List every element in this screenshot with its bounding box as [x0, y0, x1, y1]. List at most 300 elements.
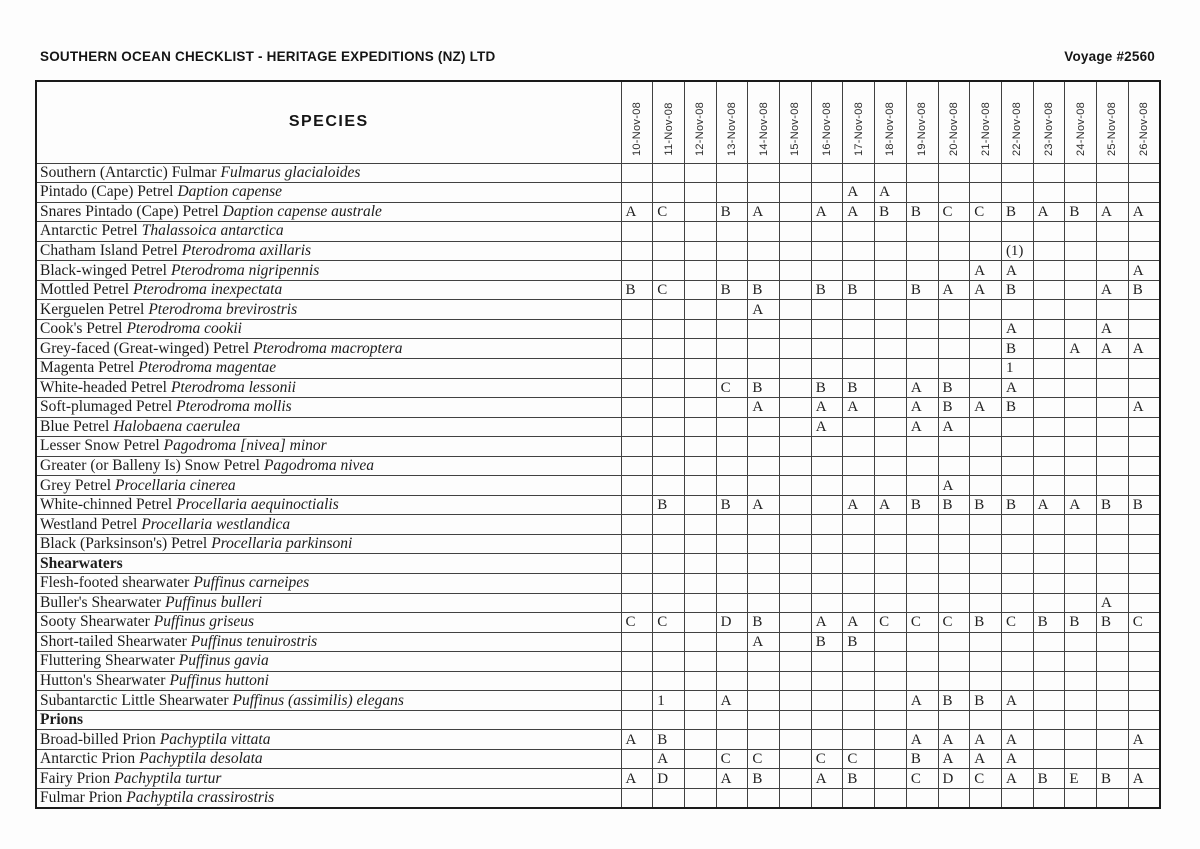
- observation-cell: [843, 573, 875, 593]
- observation-cell: [938, 183, 970, 203]
- observation-cell: B: [1128, 495, 1160, 515]
- species-row: [36, 241, 1160, 261]
- observation-cell: [780, 261, 812, 281]
- observation-cell: [938, 261, 970, 281]
- observation-cell: [1065, 534, 1097, 554]
- observation-cell: [653, 515, 685, 535]
- observation-cell: [1065, 652, 1097, 672]
- observation-cell: [1001, 417, 1033, 437]
- observation-cell: [811, 437, 843, 457]
- observation-cell: [684, 319, 716, 339]
- observation-cell: [621, 241, 653, 261]
- observation-cell: [716, 534, 748, 554]
- observation-cell: [843, 789, 875, 809]
- observation-cell: [1097, 515, 1129, 535]
- observation-cell: C: [843, 749, 875, 769]
- observation-cell: A: [1128, 730, 1160, 750]
- observation-cell: [684, 456, 716, 476]
- date-label: 17-Nov-08: [852, 101, 865, 157]
- species-row: [36, 749, 1160, 769]
- observation-cell: [1033, 593, 1065, 613]
- observation-cell: [811, 671, 843, 691]
- observation-cell: [684, 358, 716, 378]
- observation-cell: [1097, 456, 1129, 476]
- observation-cell: [811, 691, 843, 711]
- observation-cell: B: [843, 632, 875, 652]
- observation-cell: [970, 456, 1002, 476]
- observation-cell: [843, 417, 875, 437]
- observation-cell: [906, 710, 938, 730]
- species-scientific-name: Pterodroma cookii: [126, 320, 242, 338]
- observation-cell: [684, 241, 716, 261]
- observation-cell: [811, 339, 843, 359]
- observation-cell: [938, 593, 970, 613]
- observation-cell: [1128, 652, 1160, 672]
- observation-cell: [875, 593, 907, 613]
- observation-cell: A: [906, 378, 938, 398]
- observation-cell: [716, 222, 748, 242]
- species-name-cell: [36, 398, 621, 418]
- observation-cell: A: [811, 398, 843, 418]
- checklist-table: [35, 80, 1161, 809]
- species-common-name: White-chinned Petrel: [40, 496, 173, 514]
- observation-cell: [1033, 358, 1065, 378]
- observation-cell: [1033, 300, 1065, 320]
- observation-cell: [1097, 730, 1129, 750]
- species-common-name: Magenta Petrel: [40, 359, 135, 377]
- observation-cell: [1097, 554, 1129, 574]
- species-name-cell: [36, 476, 621, 496]
- observation-cell: [938, 358, 970, 378]
- observation-cell: [875, 476, 907, 496]
- species-name-cell: [36, 456, 621, 476]
- observation-cell: [780, 691, 812, 711]
- observation-cell: [1065, 319, 1097, 339]
- observation-cell: [938, 632, 970, 652]
- observation-cell: [843, 437, 875, 457]
- observation-cell: [1001, 163, 1033, 183]
- observation-cell: C: [1001, 613, 1033, 633]
- species-common-name: Fluttering Shearwater: [40, 652, 175, 670]
- observation-cell: [906, 300, 938, 320]
- species-row: [36, 280, 1160, 300]
- observation-cell: [653, 710, 685, 730]
- observation-cell: A: [843, 398, 875, 418]
- observation-cell: A: [1065, 495, 1097, 515]
- observation-cell: [1065, 749, 1097, 769]
- date-label: 22-Nov-08: [1011, 101, 1024, 157]
- species-common-name: Grey Petrel: [40, 476, 112, 494]
- observation-cell: [1001, 632, 1033, 652]
- observation-cell: [748, 417, 780, 437]
- observation-cell: [684, 261, 716, 281]
- observation-cell: [780, 710, 812, 730]
- observation-cell: [621, 378, 653, 398]
- observation-cell: B: [970, 495, 1002, 515]
- observation-cell: [1128, 554, 1160, 574]
- date-label: 23-Nov-08: [1042, 101, 1055, 157]
- observation-cell: [906, 456, 938, 476]
- date-label: 16-Nov-08: [821, 101, 834, 157]
- observation-cell: [653, 163, 685, 183]
- observation-cell: [875, 789, 907, 809]
- observation-cell: [970, 183, 1002, 203]
- species-scientific-name: Pachyptila vittata: [159, 730, 271, 748]
- observation-cell: [1128, 300, 1160, 320]
- observation-cell: [1097, 163, 1129, 183]
- observation-cell: [1033, 163, 1065, 183]
- observation-cell: [1128, 358, 1160, 378]
- observation-cell: [1128, 710, 1160, 730]
- observation-cell: [684, 691, 716, 711]
- observation-cell: A: [716, 691, 748, 711]
- observation-cell: [875, 691, 907, 711]
- observation-cell: [1065, 691, 1097, 711]
- observation-cell: [684, 437, 716, 457]
- observation-cell: [780, 358, 812, 378]
- observation-cell: [843, 652, 875, 672]
- observation-cell: [716, 241, 748, 261]
- observation-cell: [906, 515, 938, 535]
- observation-cell: B: [1097, 495, 1129, 515]
- observation-cell: [906, 261, 938, 281]
- species-row: [36, 319, 1160, 339]
- species-common-name: Subantarctic Little Shearwater: [40, 691, 229, 709]
- observation-cell: [906, 534, 938, 554]
- observation-cell: A: [1065, 339, 1097, 359]
- species-scientific-name: Halobaena caerulea: [113, 417, 241, 435]
- observation-cell: [748, 261, 780, 281]
- observation-cell: [875, 573, 907, 593]
- observation-cell: (1): [1001, 241, 1033, 261]
- species-common-name: Cook's Petrel: [40, 320, 123, 338]
- observation-cell: [1033, 261, 1065, 281]
- observation-cell: [1065, 261, 1097, 281]
- observation-cell: [1033, 280, 1065, 300]
- observation-cell: [653, 593, 685, 613]
- observation-cell: [1097, 437, 1129, 457]
- observation-cell: [970, 163, 1002, 183]
- observation-cell: A: [811, 202, 843, 222]
- species-name-cell: [36, 789, 621, 809]
- species-row: [36, 163, 1160, 183]
- observation-cell: [843, 476, 875, 496]
- observation-cell: [684, 573, 716, 593]
- date-label: 20-Nov-08: [947, 101, 960, 157]
- observation-cell: [621, 652, 653, 672]
- observation-cell: A: [621, 769, 653, 789]
- observation-cell: [716, 710, 748, 730]
- observation-cell: [1097, 378, 1129, 398]
- observation-cell: [1001, 593, 1033, 613]
- observation-cell: [684, 476, 716, 496]
- observation-cell: [843, 534, 875, 554]
- observation-cell: [875, 339, 907, 359]
- observation-cell: [621, 222, 653, 242]
- observation-cell: B: [1001, 398, 1033, 418]
- species-name-cell: [36, 241, 621, 261]
- observation-cell: [1065, 710, 1097, 730]
- observation-cell: [653, 398, 685, 418]
- observation-cell: [1097, 691, 1129, 711]
- species-name-cell: [36, 749, 621, 769]
- observation-cell: [938, 437, 970, 457]
- observation-cell: [621, 319, 653, 339]
- observation-cell: [811, 476, 843, 496]
- observation-cell: [684, 398, 716, 418]
- observation-cell: [780, 437, 812, 457]
- species-common-name: Blue Petrel: [40, 417, 110, 435]
- species-common-name: Fulmar Prion: [40, 789, 123, 807]
- species-row: [36, 573, 1160, 593]
- species-common-name: Lesser Snow Petrel: [40, 437, 160, 455]
- observation-cell: [811, 456, 843, 476]
- observation-cell: [1128, 319, 1160, 339]
- observation-cell: [1097, 749, 1129, 769]
- observation-cell: [1033, 319, 1065, 339]
- observation-cell: A: [1033, 495, 1065, 515]
- observation-cell: [716, 632, 748, 652]
- observation-cell: B: [1065, 202, 1097, 222]
- observation-cell: [1097, 573, 1129, 593]
- observation-cell: [1128, 534, 1160, 554]
- observation-cell: [1001, 710, 1033, 730]
- observation-cell: [716, 515, 748, 535]
- observation-cell: [621, 749, 653, 769]
- species-name-cell: [36, 730, 621, 750]
- observation-cell: [970, 378, 1002, 398]
- observation-cell: [780, 534, 812, 554]
- observation-cell: A: [1001, 769, 1033, 789]
- observation-cell: [970, 789, 1002, 809]
- observation-cell: C: [748, 749, 780, 769]
- observation-cell: [653, 222, 685, 242]
- observation-cell: [970, 437, 1002, 457]
- species-column-header: SPECIES: [36, 81, 621, 163]
- observation-cell: [1128, 691, 1160, 711]
- observation-cell: [780, 222, 812, 242]
- observation-cell: [684, 652, 716, 672]
- observation-cell: [621, 632, 653, 652]
- species-name-cell: [36, 202, 621, 222]
- observation-cell: [780, 319, 812, 339]
- date-column-header: [843, 81, 875, 163]
- observation-cell: [684, 554, 716, 574]
- observation-cell: [1033, 691, 1065, 711]
- observation-cell: A: [938, 749, 970, 769]
- observation-cell: A: [906, 730, 938, 750]
- observation-cell: [1033, 339, 1065, 359]
- observation-cell: B: [843, 280, 875, 300]
- observation-cell: [1128, 183, 1160, 203]
- observation-cell: [748, 358, 780, 378]
- observation-cell: [653, 378, 685, 398]
- species-row: [36, 358, 1160, 378]
- observation-cell: [653, 241, 685, 261]
- observation-cell: [621, 573, 653, 593]
- observation-cell: [1001, 671, 1033, 691]
- species-common-name: Antarctic Petrel: [40, 222, 138, 240]
- observation-cell: B: [875, 202, 907, 222]
- observation-cell: [875, 769, 907, 789]
- observation-cell: A: [1097, 339, 1129, 359]
- observation-cell: A: [621, 730, 653, 750]
- observation-cell: [1001, 300, 1033, 320]
- species-common-name: Buller's Shearwater: [40, 593, 162, 611]
- observation-cell: [1097, 417, 1129, 437]
- observation-cell: [716, 398, 748, 418]
- species-scientific-name: Daption capense: [177, 183, 283, 201]
- observation-cell: [780, 339, 812, 359]
- observation-cell: [1033, 417, 1065, 437]
- observation-cell: [875, 632, 907, 652]
- observation-cell: A: [748, 202, 780, 222]
- observation-cell: [748, 476, 780, 496]
- date-column-header: [1128, 81, 1160, 163]
- observation-cell: [875, 241, 907, 261]
- observation-cell: [811, 163, 843, 183]
- species-name-cell: [36, 515, 621, 535]
- species-row: [36, 398, 1160, 418]
- observation-cell: [1065, 222, 1097, 242]
- species-row: [36, 476, 1160, 496]
- observation-cell: [780, 515, 812, 535]
- date-column-header: [653, 81, 685, 163]
- section-label: Shearwaters: [40, 554, 123, 572]
- observation-cell: A: [843, 495, 875, 515]
- observation-cell: [1065, 163, 1097, 183]
- observation-cell: A: [1001, 378, 1033, 398]
- observation-cell: [1065, 358, 1097, 378]
- species-scientific-name: Pterodroma nigripennis: [170, 261, 320, 279]
- date-column-header: [1065, 81, 1097, 163]
- observation-cell: [1001, 476, 1033, 496]
- observation-cell: [716, 476, 748, 496]
- observation-cell: [906, 671, 938, 691]
- species-scientific-name: Pterodroma axillaris: [181, 241, 312, 259]
- observation-cell: B: [621, 280, 653, 300]
- observation-cell: [621, 789, 653, 809]
- observation-cell: [716, 300, 748, 320]
- observation-cell: [875, 671, 907, 691]
- observation-cell: 1: [653, 691, 685, 711]
- species-common-name: Short-tailed Shearwater: [40, 632, 187, 650]
- observation-cell: A: [811, 613, 843, 633]
- observation-cell: C: [938, 613, 970, 633]
- date-column-header: [748, 81, 780, 163]
- species-row: [36, 183, 1160, 203]
- observation-cell: B: [716, 495, 748, 515]
- observation-cell: [1033, 749, 1065, 769]
- observation-cell: [1128, 789, 1160, 809]
- observation-cell: [1128, 241, 1160, 261]
- observation-cell: A: [1001, 730, 1033, 750]
- observation-cell: C: [653, 613, 685, 633]
- observation-cell: [684, 515, 716, 535]
- observation-cell: [1033, 241, 1065, 261]
- observation-cell: A: [970, 398, 1002, 418]
- species-name-cell: [36, 417, 621, 437]
- species-row: [36, 613, 1160, 633]
- species-name-cell: [36, 358, 621, 378]
- date-column-header: [1097, 81, 1129, 163]
- observation-cell: A: [1097, 593, 1129, 613]
- observation-cell: B: [748, 280, 780, 300]
- observation-cell: [970, 241, 1002, 261]
- observation-cell: [843, 222, 875, 242]
- observation-cell: A: [653, 749, 685, 769]
- observation-cell: A: [811, 417, 843, 437]
- observation-cell: [1065, 730, 1097, 750]
- observation-cell: [780, 573, 812, 593]
- observation-cell: [716, 183, 748, 203]
- observation-cell: [811, 358, 843, 378]
- observation-cell: B: [1033, 613, 1065, 633]
- observation-cell: [716, 573, 748, 593]
- observation-cell: [875, 652, 907, 672]
- date-column-header: [938, 81, 970, 163]
- observation-cell: C: [1128, 613, 1160, 633]
- observation-cell: [843, 163, 875, 183]
- observation-cell: [970, 671, 1002, 691]
- species-row: [36, 261, 1160, 281]
- observation-cell: [780, 300, 812, 320]
- observation-cell: [1033, 730, 1065, 750]
- observation-cell: [906, 241, 938, 261]
- observation-cell: [621, 515, 653, 535]
- observation-cell: [938, 671, 970, 691]
- observation-cell: [811, 573, 843, 593]
- species-common-name: Antarctic Prion: [40, 750, 136, 768]
- observation-cell: [843, 515, 875, 535]
- observation-cell: [811, 554, 843, 574]
- species-scientific-name: Daption capense australe: [222, 202, 382, 220]
- observation-cell: [653, 652, 685, 672]
- observation-cell: [843, 710, 875, 730]
- observation-cell: [653, 358, 685, 378]
- observation-cell: [1128, 163, 1160, 183]
- observation-cell: [906, 554, 938, 574]
- observation-cell: A: [970, 280, 1002, 300]
- species-scientific-name: Pterodroma lessonii: [170, 378, 296, 396]
- observation-cell: [780, 280, 812, 300]
- observation-cell: [780, 789, 812, 809]
- observation-cell: [748, 437, 780, 457]
- observation-cell: [1033, 378, 1065, 398]
- observation-cell: [1065, 378, 1097, 398]
- observation-cell: A: [1097, 202, 1129, 222]
- species-scientific-name: Pterodroma macroptera: [253, 339, 403, 357]
- observation-cell: [780, 593, 812, 613]
- species-scientific-name: Pterodroma inexpectata: [133, 281, 283, 299]
- observation-cell: B: [653, 495, 685, 515]
- observation-cell: B: [906, 202, 938, 222]
- observation-cell: [1065, 476, 1097, 496]
- species-scientific-name: Pachyptila turtur: [114, 769, 222, 787]
- observation-cell: [1128, 632, 1160, 652]
- observation-cell: A: [1097, 319, 1129, 339]
- observation-cell: C: [653, 280, 685, 300]
- table-header-row: [36, 81, 1160, 163]
- observation-cell: [906, 339, 938, 359]
- observation-cell: D: [653, 769, 685, 789]
- observation-cell: [748, 554, 780, 574]
- observation-cell: [621, 534, 653, 554]
- observation-cell: A: [906, 417, 938, 437]
- observation-cell: [811, 183, 843, 203]
- observation-cell: [684, 417, 716, 437]
- observation-cell: [653, 534, 685, 554]
